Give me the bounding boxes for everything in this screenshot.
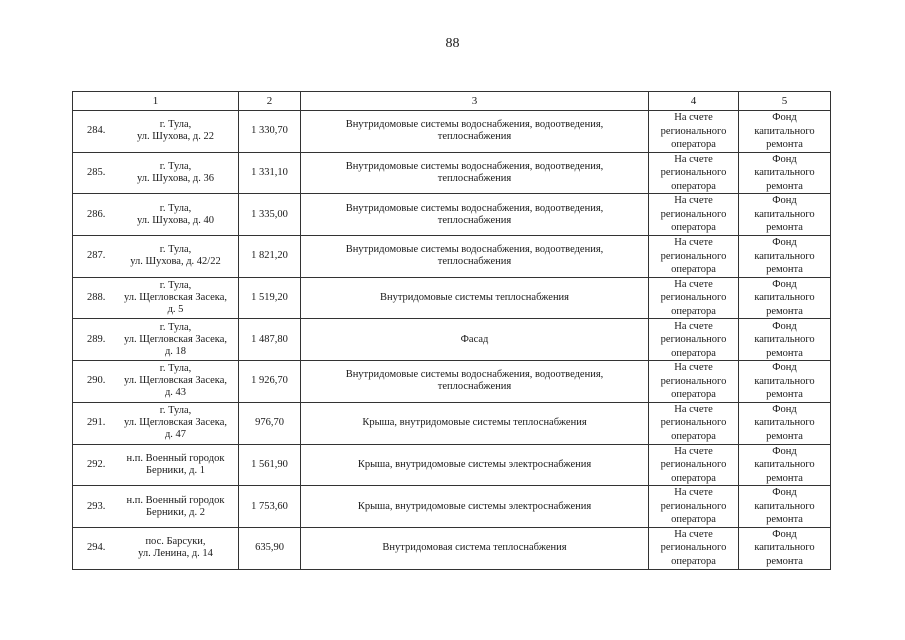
account-line: На счете	[674, 278, 713, 290]
account-line: На счете	[674, 487, 713, 499]
fund-line: Фонд	[772, 528, 797, 540]
fund-line: ремонта	[766, 555, 803, 567]
account-line: регионального	[660, 500, 727, 512]
fund-line: ремонта	[766, 347, 803, 359]
address-line: ул. Шухова, д. 36	[136, 173, 215, 185]
address-line: г. Тула,	[159, 280, 192, 292]
table-row	[73, 194, 831, 236]
address-line: ул. Шухова, д. 42/22	[130, 256, 221, 268]
row-number: 292.	[87, 458, 106, 470]
works-cell	[301, 277, 649, 319]
fund-line: капитального	[754, 375, 815, 387]
address-cell	[73, 194, 239, 236]
account-cell	[649, 361, 739, 403]
works-line: Внутридомовые системы водоснабжения, водоотведения,	[345, 119, 604, 131]
area-cell: 1 335,00	[239, 194, 301, 236]
area-cell: 976,70	[239, 402, 301, 444]
area-cell: 1 561,90	[239, 444, 301, 486]
account-cell	[649, 277, 739, 319]
address-line: г. Тула,	[159, 119, 192, 131]
works-cell	[301, 402, 649, 444]
row-number: 284.	[87, 125, 106, 137]
address-cell	[73, 152, 239, 194]
row-number: 291.	[87, 417, 106, 429]
fund-line: капитального	[754, 208, 815, 220]
fund-line: Фонд	[772, 278, 797, 290]
account-cell	[649, 236, 739, 278]
fund-line: капитального	[754, 500, 815, 512]
account-line: оператора	[671, 514, 716, 526]
row-number: 293.	[87, 500, 106, 512]
account-line: На счете	[674, 195, 713, 207]
table-body	[73, 111, 831, 570]
address-cell	[73, 402, 239, 444]
fund-cell	[739, 152, 831, 194]
table-row	[73, 236, 831, 278]
address-line: д. 18	[164, 345, 187, 357]
account-cell	[649, 527, 739, 569]
works-cell	[301, 236, 649, 278]
address-cell	[73, 527, 239, 569]
account-line: На счете	[674, 112, 713, 124]
works-line: теплоснабжения	[437, 381, 512, 393]
fund-cell	[739, 527, 831, 569]
account-line: оператора	[671, 555, 716, 567]
table-row	[73, 111, 831, 153]
address-line: ул. Щегловская Засека,	[123, 417, 227, 429]
table-row	[73, 527, 831, 569]
account-line: На счете	[674, 528, 713, 540]
area-cell: 635,90	[239, 527, 301, 569]
address-line: д. 43	[164, 387, 187, 399]
account-line: На счете	[674, 362, 713, 374]
works-cell	[301, 444, 649, 486]
account-cell	[649, 194, 739, 236]
area-cell: 1 331,10	[239, 152, 301, 194]
account-line: регионального	[660, 125, 727, 137]
works-line: Крыша, внутридомовые системы электроснабжения	[357, 458, 592, 470]
fund-line: капитального	[754, 542, 815, 554]
fund-line: Фонд	[772, 153, 797, 165]
account-line: На счете	[674, 153, 713, 165]
column-header-1: 1	[73, 92, 239, 111]
works-cell	[301, 319, 649, 361]
column-header-4: 4	[649, 92, 739, 111]
fund-cell	[739, 361, 831, 403]
address-line: г. Тула,	[159, 321, 192, 333]
works-cell	[301, 194, 649, 236]
fund-line: капитального	[754, 459, 815, 471]
address-line: Берники, д. 2	[146, 506, 205, 518]
fund-line: Фонд	[772, 445, 797, 457]
row-number: 285.	[87, 167, 106, 179]
works-cell	[301, 111, 649, 153]
address-line: н.п. Военный городок	[126, 494, 225, 506]
table-row	[73, 319, 831, 361]
fund-line: Фонд	[772, 362, 797, 374]
address-line: г. Тула,	[159, 244, 192, 256]
works-line: Внутридомовая система теплоснабжения	[382, 542, 567, 554]
fund-line: капитального	[754, 250, 815, 262]
works-line: Внутридомовые системы водоснабжения, водоотведения,	[345, 202, 604, 214]
address-cell	[73, 277, 239, 319]
fund-line: ремонта	[766, 514, 803, 526]
area-cell: 1 753,60	[239, 486, 301, 528]
fund-line: ремонта	[766, 430, 803, 442]
table-row	[73, 402, 831, 444]
account-line: регионального	[660, 375, 727, 387]
address-line: д. 47	[164, 429, 187, 441]
fund-line: ремонта	[766, 180, 803, 192]
column-header-5: 5	[739, 92, 831, 111]
account-line: оператора	[671, 347, 716, 359]
account-line: оператора	[671, 139, 716, 151]
table-row	[73, 486, 831, 528]
fund-line: Фонд	[772, 112, 797, 124]
fund-line: ремонта	[766, 264, 803, 276]
fund-line: Фонд	[772, 237, 797, 249]
fund-cell	[739, 277, 831, 319]
fund-line: капитального	[754, 417, 815, 429]
table-row	[73, 152, 831, 194]
table-row	[73, 277, 831, 319]
address-line: д. 5	[167, 304, 184, 316]
fund-line: Фонд	[772, 403, 797, 415]
repair-program-table	[72, 91, 831, 570]
account-line: оператора	[671, 222, 716, 234]
fund-line: ремонта	[766, 389, 803, 401]
fund-cell	[739, 486, 831, 528]
row-number: 294.	[87, 542, 106, 554]
fund-line: Фонд	[772, 487, 797, 499]
fund-line: ремонта	[766, 472, 803, 484]
fund-cell	[739, 236, 831, 278]
page-number: 88	[445, 36, 460, 51]
fund-line: капитального	[754, 125, 815, 137]
works-line: теплоснабжения	[437, 173, 512, 185]
fund-cell	[739, 444, 831, 486]
fund-line: ремонта	[766, 139, 803, 151]
works-line: теплоснабжения	[437, 256, 512, 268]
address-line: ул. Щегловская Засека,	[123, 375, 227, 387]
table-row	[73, 444, 831, 486]
account-line: регионального	[660, 542, 727, 554]
fund-line: капитального	[754, 292, 815, 304]
fund-line: ремонта	[766, 222, 803, 234]
address-cell	[73, 444, 239, 486]
works-cell	[301, 486, 649, 528]
account-cell	[649, 319, 739, 361]
fund-cell	[739, 194, 831, 236]
account-line: оператора	[671, 264, 716, 276]
account-line: На счете	[674, 237, 713, 249]
works-cell	[301, 527, 649, 569]
account-line: На счете	[674, 320, 713, 332]
fund-line: капитального	[754, 167, 815, 179]
address-cell	[73, 361, 239, 403]
address-line: пос. Барсуки,	[145, 536, 206, 548]
area-cell: 1 487,80	[239, 319, 301, 361]
address-line: Берники, д. 1	[146, 464, 205, 476]
works-line: Внутридомовые системы водоснабжения, водоотведения,	[345, 161, 604, 173]
works-line: Внутридомовые системы водоснабжения, водоотведения,	[345, 369, 604, 381]
address-line: г. Тула,	[159, 161, 192, 173]
works-cell	[301, 152, 649, 194]
account-line: оператора	[671, 389, 716, 401]
address-line: г. Тула,	[159, 363, 192, 375]
fund-line: Фонд	[772, 320, 797, 332]
header-row	[73, 92, 831, 111]
area-cell: 1 330,70	[239, 111, 301, 153]
address-line: г. Тула,	[159, 202, 192, 214]
account-line: оператора	[671, 305, 716, 317]
address-cell	[73, 319, 239, 361]
address-line: ул. Ленина, д. 14	[138, 548, 213, 560]
address-cell	[73, 111, 239, 153]
account-line: регионального	[660, 250, 727, 262]
address-line: ул. Щегловская Засека,	[123, 292, 227, 304]
works-line: теплоснабжения	[437, 214, 512, 226]
works-line: Фасад	[460, 333, 489, 345]
works-line: Внутридомовые системы водоснабжения, водоотведения,	[345, 244, 604, 256]
address-line: н.п. Военный городок	[126, 452, 225, 464]
account-line: оператора	[671, 472, 716, 484]
works-line: теплоснабжения	[437, 131, 512, 143]
account-cell	[649, 444, 739, 486]
row-number: 289.	[87, 333, 106, 345]
works-line: Крыша, внутридомовые системы теплоснабжения	[362, 417, 587, 429]
account-line: регионального	[660, 167, 727, 179]
address-line: г. Тула,	[159, 405, 192, 417]
account-cell	[649, 152, 739, 194]
account-line: регионального	[660, 417, 727, 429]
account-line: регионального	[660, 292, 727, 304]
row-number: 287.	[87, 250, 106, 262]
fund-cell	[739, 402, 831, 444]
area-cell: 1 926,70	[239, 361, 301, 403]
account-line: регионального	[660, 208, 727, 220]
row-number: 286.	[87, 208, 106, 220]
address-line: ул. Шухова, д. 22	[136, 131, 215, 143]
works-line: Внутридомовые системы теплоснабжения	[379, 292, 570, 304]
account-cell	[649, 402, 739, 444]
account-line: На счете	[674, 403, 713, 415]
area-cell: 1 821,20	[239, 236, 301, 278]
column-header-2: 2	[239, 92, 301, 111]
account-line: оператора	[671, 430, 716, 442]
account-cell	[649, 111, 739, 153]
row-number: 290.	[87, 375, 106, 387]
works-cell	[301, 361, 649, 403]
address-line: ул. Шухова, д. 40	[136, 214, 215, 226]
row-number: 288.	[87, 292, 106, 304]
address-cell	[73, 486, 239, 528]
area-cell: 1 519,20	[239, 277, 301, 319]
account-line: регионального	[660, 334, 727, 346]
fund-line: Фонд	[772, 195, 797, 207]
account-line: регионального	[660, 459, 727, 471]
fund-line: ремонта	[766, 305, 803, 317]
account-line: На счете	[674, 445, 713, 457]
account-line: оператора	[671, 180, 716, 192]
address-cell	[73, 236, 239, 278]
fund-cell	[739, 319, 831, 361]
works-line: Крыша, внутридомовые системы электроснабжения	[357, 500, 592, 512]
address-line: ул. Щегловская Засека,	[123, 333, 227, 345]
fund-cell	[739, 111, 831, 153]
fund-line: капитального	[754, 334, 815, 346]
account-cell	[649, 486, 739, 528]
column-header-3: 3	[301, 92, 649, 111]
table-row	[73, 361, 831, 403]
